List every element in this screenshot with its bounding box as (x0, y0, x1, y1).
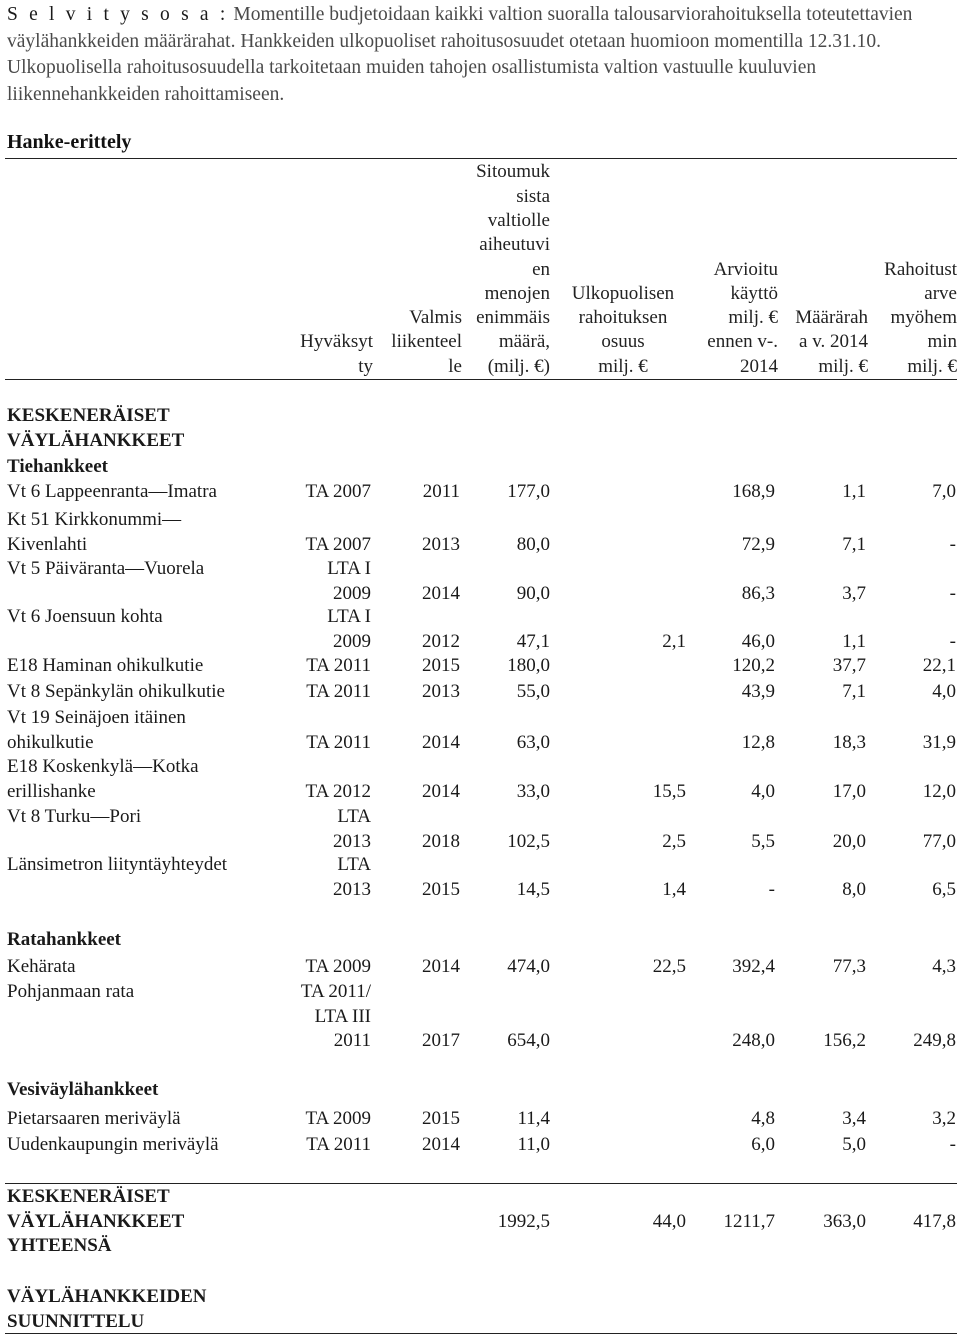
text-line: milj. € (818, 355, 868, 377)
text-line: E18 Haminan ohikulkutie (7, 655, 204, 676)
table-cell-valmis: 2015 (422, 1108, 460, 1129)
text-line: VÄYLÄHANKKEET (7, 1210, 185, 1232)
text-line: Valmis (409, 307, 462, 329)
text-line: milj. € (728, 307, 778, 329)
table-cell-hyvaksytty (327, 605, 371, 654)
table-cell-valmis: 2014 (422, 1134, 460, 1155)
text-line: milj. € (907, 355, 957, 377)
table-row-label (7, 680, 225, 705)
table-cell-maar: 1,1 (842, 481, 866, 502)
table-cell-hyvaksytty (306, 654, 371, 679)
text-line: TA 2011 (306, 1134, 371, 1155)
table-cell-hyvaksytty (306, 1133, 371, 1158)
table-cell-maar: 156,2 (823, 1030, 866, 1051)
table-row-label (7, 706, 186, 755)
section-label-keskeneraiset (7, 404, 184, 453)
text-line: Pohjanmaan rata (7, 981, 135, 1002)
text-line: ohikulkutie (7, 731, 94, 753)
table-cell-hyvaksytty (333, 805, 371, 854)
text-line: VÄYLÄHANKKEET (7, 429, 185, 451)
table-cell-sit: 177,0 (507, 481, 550, 502)
table-cell-arv: 248,0 (732, 1030, 775, 1051)
column-header-text (460, 160, 550, 379)
table-cell-arv: 5,5 (751, 830, 775, 852)
table-cell-ulk: 22,5 (652, 956, 686, 977)
table-cell-valmis: 2014 (422, 731, 460, 753)
table-row-label (7, 654, 203, 679)
column-header-text (558, 282, 688, 379)
text-line: Kivenlahti (7, 533, 88, 555)
text-line: Sitoumuk (476, 161, 550, 183)
table-row-label (7, 1133, 219, 1158)
table-row-label (7, 980, 134, 1005)
text-line: YHTEENSÄ (7, 1235, 112, 1256)
text-line: myöhem (890, 307, 957, 329)
table-cell-sit: 474,0 (507, 956, 550, 977)
table-cell-rah: 4,0 (932, 681, 956, 702)
text-line: LTA (337, 854, 371, 875)
table-cell-maar: 77,3 (832, 956, 866, 977)
section-label-vesivaylahankkeet: Vesiväylähankkeet (7, 1079, 159, 1100)
text-line: a v. 2014 (799, 331, 868, 353)
table-cell-hyvaksytty (305, 955, 371, 980)
table-cell-arv: 72,9 (741, 533, 775, 555)
text-line: TA 2011 (306, 655, 371, 676)
table-cell-rah: 3,2 (932, 1108, 956, 1129)
table-cell-hyvaksytty (306, 731, 371, 756)
intro-lead: S e l v i t y s o s a : (7, 4, 229, 25)
table-cell-arv: 6,0 (751, 1134, 775, 1155)
table-cell-valmis: 2012 (422, 630, 460, 652)
table-cell-valmis: 2015 (422, 878, 460, 900)
text-line: erillishanke (7, 780, 96, 802)
text-line: milj. € (598, 355, 648, 377)
column-header-valmis (372, 161, 462, 379)
section-label-ratahankkeet: Ratahankkeet (7, 929, 122, 950)
text-line: Kt 51 Kirkkonummi— (7, 509, 182, 530)
column-header-sitoumus (460, 161, 550, 379)
table-cell-maar: 37,7 (832, 655, 866, 676)
table-row-label (7, 955, 76, 980)
column-header-rahoitustarve (867, 161, 957, 379)
text-line: Vt 8 Turku—Pori (7, 806, 142, 827)
text-line: Rahoitust (884, 258, 957, 280)
column-header-ulkopuolisen (558, 161, 688, 379)
text-line: aiheutuvi (479, 234, 550, 256)
table-row-label (7, 755, 199, 804)
table-cell-valmis: 2014 (422, 780, 460, 802)
total-cell-rah: 417,8 (913, 1211, 956, 1232)
text-line: KESKENERÄISET (7, 1186, 170, 1207)
total-cell-sit: 1992,5 (497, 1211, 550, 1232)
table-cell-hyvaksytty (305, 533, 371, 558)
table-cell-sit: 654,0 (507, 1030, 550, 1051)
table-cell-rah: 6,5 (932, 878, 956, 900)
text-line: TA 2009 (305, 1108, 371, 1129)
table-cell-sit: 14,5 (516, 878, 550, 900)
text-line: Pietarsaaren meriväylä (7, 1108, 181, 1129)
text-line: en (532, 258, 550, 280)
text-line: ty (358, 355, 373, 377)
text-line: 2009 (333, 582, 371, 604)
table-cell-valmis: 2017 (422, 1030, 460, 1051)
table-cell-maar: 3,7 (842, 582, 866, 604)
table-cell-valmis: 2013 (422, 533, 460, 555)
total-cell-ulk: 44,0 (652, 1211, 686, 1232)
header-bottom-rule (5, 379, 957, 380)
text-line: Määrärah (795, 307, 868, 329)
table-cell-hyvaksytty (306, 680, 371, 705)
text-line: käyttö (730, 282, 778, 304)
column-header-text (372, 306, 462, 379)
table-cell-rah: - (949, 1134, 956, 1155)
table-cell-rah: - (949, 533, 956, 555)
section-heading: Hanke-erittely (7, 131, 132, 153)
text-line: SUUNNITTELU (7, 1310, 145, 1332)
text-line: rahoituksen (578, 307, 668, 329)
table-cell-arv: 392,4 (732, 956, 775, 977)
table-cell-sit: 63,0 (516, 731, 550, 753)
table-cell-valmis: 2018 (422, 830, 460, 852)
table-cell-hyvaksytty (327, 557, 371, 606)
text-line: 2013 (333, 830, 371, 852)
table-cell-arv: 4,0 (751, 780, 775, 802)
table-cell-ulk: 2,1 (662, 630, 686, 652)
text-line: 2013 (333, 878, 371, 900)
text-line: Ulkopuolisen (571, 282, 675, 304)
table-cell-valmis: 2014 (422, 956, 460, 977)
table-row-label (7, 1107, 181, 1132)
text-line: Arvioitu (713, 258, 778, 280)
total-top-rule (5, 1183, 957, 1184)
section-label-tiehankkeet: Tiehankkeet (7, 456, 109, 477)
text-line: menojen (484, 282, 550, 304)
table-cell-sit: 90,0 (516, 582, 550, 604)
table-cell-valmis: 2013 (422, 681, 460, 702)
table-cell-ulk: 1,4 (662, 878, 686, 900)
text-line: määrä, (498, 331, 550, 353)
table-cell-arv: 120,2 (732, 655, 775, 676)
table-row-label (7, 805, 141, 830)
text-line: 2011 (333, 1030, 371, 1051)
table-cell-maar: 1,1 (842, 630, 866, 652)
text-line: osuus (601, 331, 645, 353)
text-line: TA 2011/ (300, 981, 371, 1002)
text-line: VÄYLÄHANKKEIDEN (7, 1286, 207, 1307)
table-cell-hyvaksytty (333, 853, 371, 902)
table-row-label (7, 605, 163, 630)
text-line: LTA (337, 806, 371, 827)
section-label-suunnittelu (7, 1285, 207, 1334)
intro-text: Momentille budjetoidaan kaikki valtion suoralla talousarviorahoituksella toteutettavien väylähankkeiden määrärahat. Hankkeiden ulkopuoliset rahoitusosuudet otetaan huomioon momentilla 12.31.10. Ulkopuolisella rahoitusosuudella tarkoitetaan muiden tahojen osallistumista valtion vastuulle kuuluvien liikennehankkeiden rahoittamiseen. (7, 4, 913, 105)
table-row-label (7, 508, 181, 557)
text-line: le (448, 355, 462, 377)
table-cell-valmis: 2015 (422, 655, 460, 676)
table-cell-sit: 55,0 (516, 681, 550, 702)
column-header-maararaha (778, 161, 868, 379)
table-cell-valmis: 2014 (422, 582, 460, 604)
total-cell-maar: 363,0 (823, 1211, 866, 1232)
text-line: ennen v-. (707, 331, 778, 353)
table-cell-hyvaksytty (305, 480, 371, 505)
table-cell-ulk: 2,5 (662, 830, 686, 852)
table-cell-arv: 46,0 (741, 630, 775, 652)
text-line: liikenteel (391, 331, 462, 353)
table-cell-hyvaksytty (305, 1107, 371, 1132)
table-cell-rah: - (949, 630, 956, 652)
table-cell-sit: 33,0 (516, 780, 550, 802)
column-header-text (778, 306, 868, 379)
column-header-text (688, 258, 778, 379)
table-cell-maar: 18,3 (832, 731, 866, 753)
text-line: sista (516, 185, 550, 207)
text-line: LTA I (327, 558, 371, 579)
text-line: TA 2009 (305, 956, 371, 977)
table-cell-sit: 80,0 (516, 533, 550, 555)
table-cell-sit: 102,5 (507, 830, 550, 852)
text-line: TA 2012 (305, 780, 371, 802)
table-cell-maar: 7,1 (842, 533, 866, 555)
text-line: TA 2007 (305, 533, 371, 555)
table-cell-rah: 7,0 (932, 481, 956, 502)
text-line: KESKENERÄISET (7, 405, 170, 426)
table-cell-rah: - (949, 582, 956, 604)
text-line: valtiolle (487, 209, 550, 231)
table-cell-sit: 11,0 (517, 1134, 550, 1155)
table-cell-rah: 249,8 (913, 1030, 956, 1051)
text-line: TA 2011 (306, 731, 371, 753)
table-row-label (7, 853, 227, 878)
text-line: Vt 19 Seinäjoen itäinen (7, 707, 186, 728)
table-cell-ulk: 15,5 (652, 780, 686, 802)
table-cell-sit: 180,0 (507, 655, 550, 676)
text-line: Vt 6 Joensuun kohta (7, 606, 163, 627)
table-cell-maar: 17,0 (832, 780, 866, 802)
table-cell-rah: 31,9 (922, 731, 956, 753)
table-cell-arv: 168,9 (732, 481, 775, 502)
table-cell-hyvaksytty (301, 980, 371, 1054)
column-header-text (867, 258, 957, 379)
text-line: min (927, 331, 957, 353)
table-cell-maar: 7,1 (842, 681, 866, 702)
table-cell-arv: 43,9 (741, 681, 775, 702)
table-cell-maar: 3,4 (842, 1108, 866, 1129)
table-cell-arv: 86,3 (741, 582, 775, 604)
table-cell-sit: 47,1 (516, 630, 550, 652)
text-line: Vt 5 Päiväranta—Vuorela (7, 558, 205, 579)
table-row-label (7, 480, 217, 505)
table-cell-hyvaksytty (305, 780, 371, 805)
section-label-total (7, 1185, 184, 1259)
text-line: Länsimetron liityntäyhteydet (7, 854, 228, 875)
column-header-text (283, 330, 373, 379)
table-cell-arv: 4,8 (751, 1108, 775, 1129)
text-line: Kehärata (7, 956, 76, 977)
table-cell-maar: 20,0 (832, 830, 866, 852)
text-line: Uudenkaupungin meriväylä (7, 1134, 219, 1155)
text-line: (milj. €) (487, 355, 550, 377)
text-line: Vt 6 Lappeenranta—Imatra (7, 481, 217, 502)
table-cell-maar: 8,0 (842, 878, 866, 900)
table-cell-arv: 12,8 (741, 731, 775, 753)
text-line: TA 2011 (306, 681, 371, 702)
text-line: TA 2007 (305, 481, 371, 502)
text-line: arve (924, 282, 957, 304)
table-cell-rah: 12,0 (922, 780, 956, 802)
text-line: 2009 (333, 630, 371, 652)
table-row-label (7, 557, 204, 582)
table-cell-arv: - (768, 878, 775, 900)
column-header-hyvaksytty (283, 161, 373, 379)
table-cell-maar: 5,0 (842, 1134, 866, 1155)
text-line: E18 Koskenkylä—Kotka (7, 756, 199, 777)
text-line: LTA I (327, 606, 371, 627)
text-line: Vt 8 Sepänkylän ohikulkutie (7, 681, 225, 702)
intro-paragraph (7, 2, 952, 108)
table-cell-rah: 22,1 (922, 655, 956, 676)
text-line: Hyväksyt (300, 331, 373, 353)
text-line: 2014 (740, 355, 778, 377)
header-top-rule (5, 158, 957, 159)
total-cell-arv: 1211,7 (723, 1211, 775, 1232)
table-cell-valmis: 2011 (422, 481, 460, 502)
table-cell-rah: 4,3 (932, 956, 956, 977)
text-line: enimmäis (476, 307, 550, 329)
table-cell-sit: 11,4 (517, 1108, 550, 1129)
table-cell-rah: 77,0 (922, 830, 956, 852)
column-header-arvioitu (688, 161, 778, 379)
text-line: LTA III (314, 1005, 371, 1027)
